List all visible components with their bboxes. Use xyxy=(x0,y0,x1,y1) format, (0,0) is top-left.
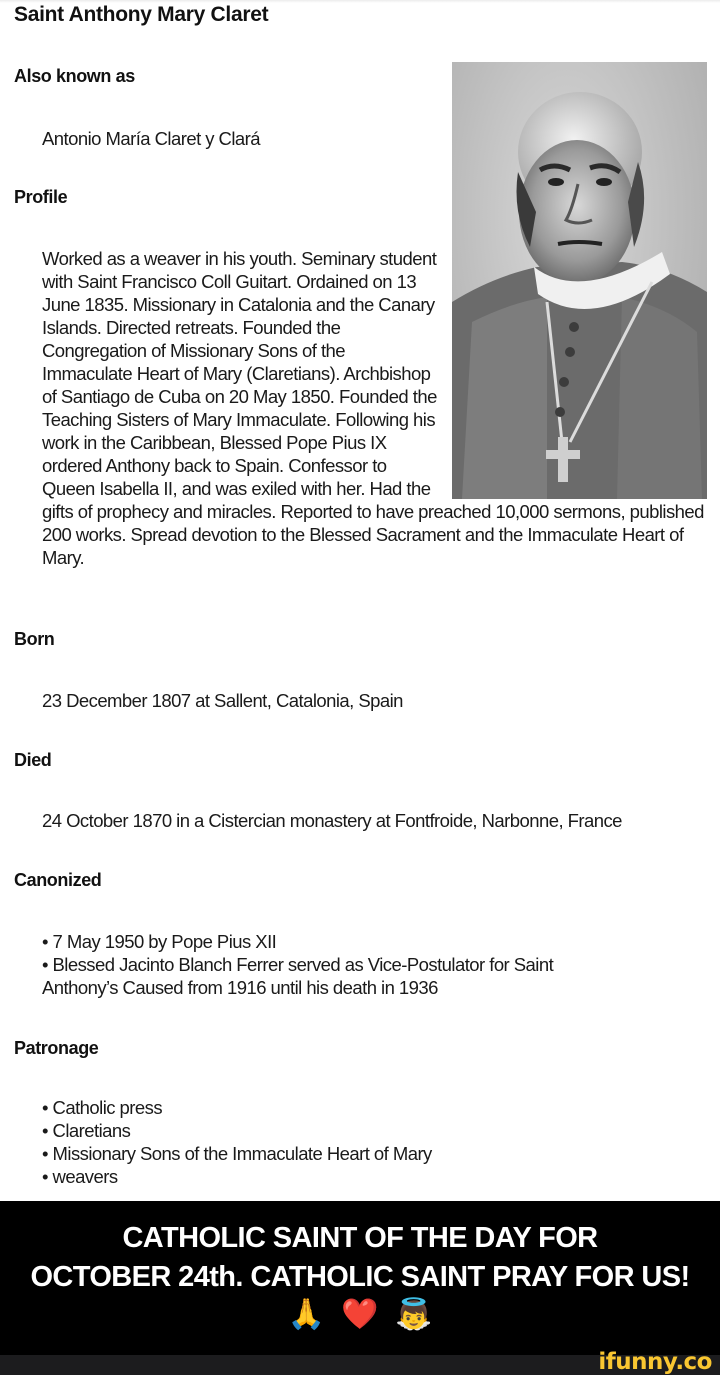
list-item: • Missionary Sons of the Immaculate Heart of Mary xyxy=(42,1143,432,1164)
red-heart-icon: ❤️ xyxy=(341,1298,379,1331)
praying-hands-icon: 🙏 xyxy=(287,1298,325,1331)
baby-angel-icon: 👼 xyxy=(395,1298,433,1331)
heading-patronage: Patronage xyxy=(14,1038,99,1058)
list-item: • Blessed Jacinto Blanch Ferrer served as Vice-Postulator for Saint xyxy=(42,954,554,975)
profile-text: Worked as a weaver in his youth. Seminary student with Saint Francisco Coll Guitart. Ordained on 13 June 1835. Missionary in Catalonia and the Canary Islands. Directed retreats. Founded the Congregation of Missionary Sons of the Immaculate Heart of Mary (Claretians). Archbishop of Santiago de Cuba on 20 May 1850. Founded the Teaching Sisters of Mary Immaculate. Following his work in the Caribbean, Blessed Pope Pius IX ordered Anthony back to Spain. Confessor to Queen Isabella II, and was exiled with her. Had the gifts of prophecy and miracles. Reported to have preached 10,000 sermons, published 200 works. Spread devotion to the Blessed Sacrament and the Immaculate Heart of Mary. xyxy=(42,248,704,568)
page-title: Saint Anthony Mary Claret xyxy=(14,3,269,26)
list-item: • Catholic press xyxy=(42,1097,163,1118)
list-item: • Claretians xyxy=(42,1120,131,1141)
heading-canonized: Canonized xyxy=(14,870,102,890)
heading-profile: Profile xyxy=(14,187,68,207)
heading-died: Died xyxy=(14,750,52,770)
caption-line-2: OCTOBER 24th. CATHOLIC SAINT PRAY FOR US! xyxy=(30,1261,690,1293)
ifunny-watermark-logo: ifunny.co xyxy=(598,1349,712,1375)
born-value: 23 December 1807 at Sallent, Catalonia, Spain xyxy=(42,690,403,711)
canonized-list xyxy=(42,930,553,999)
died-value: 24 October 1870 in a Cistercian monastery at Fontfroide, Narbonne, France xyxy=(42,810,622,831)
list-item: • weavers xyxy=(42,1166,118,1187)
also-known-as-value: Antonio María Claret y Clará xyxy=(42,128,261,149)
patronage-list xyxy=(42,1096,432,1188)
profile-text-block xyxy=(42,247,707,569)
list-item: Anthony’s Caused from 1916 until his death in 1936 xyxy=(42,977,438,998)
caption-emojis xyxy=(0,1297,720,1332)
caption-line-1: CATHOLIC SAINT OF THE DAY FOR xyxy=(122,1222,598,1254)
list-item: • 7 May 1950 by Pope Pius XII xyxy=(42,931,277,952)
heading-born: Born xyxy=(14,629,55,649)
heading-also-known-as: Also known as xyxy=(14,66,135,86)
portrait-float-spacer xyxy=(437,247,707,500)
